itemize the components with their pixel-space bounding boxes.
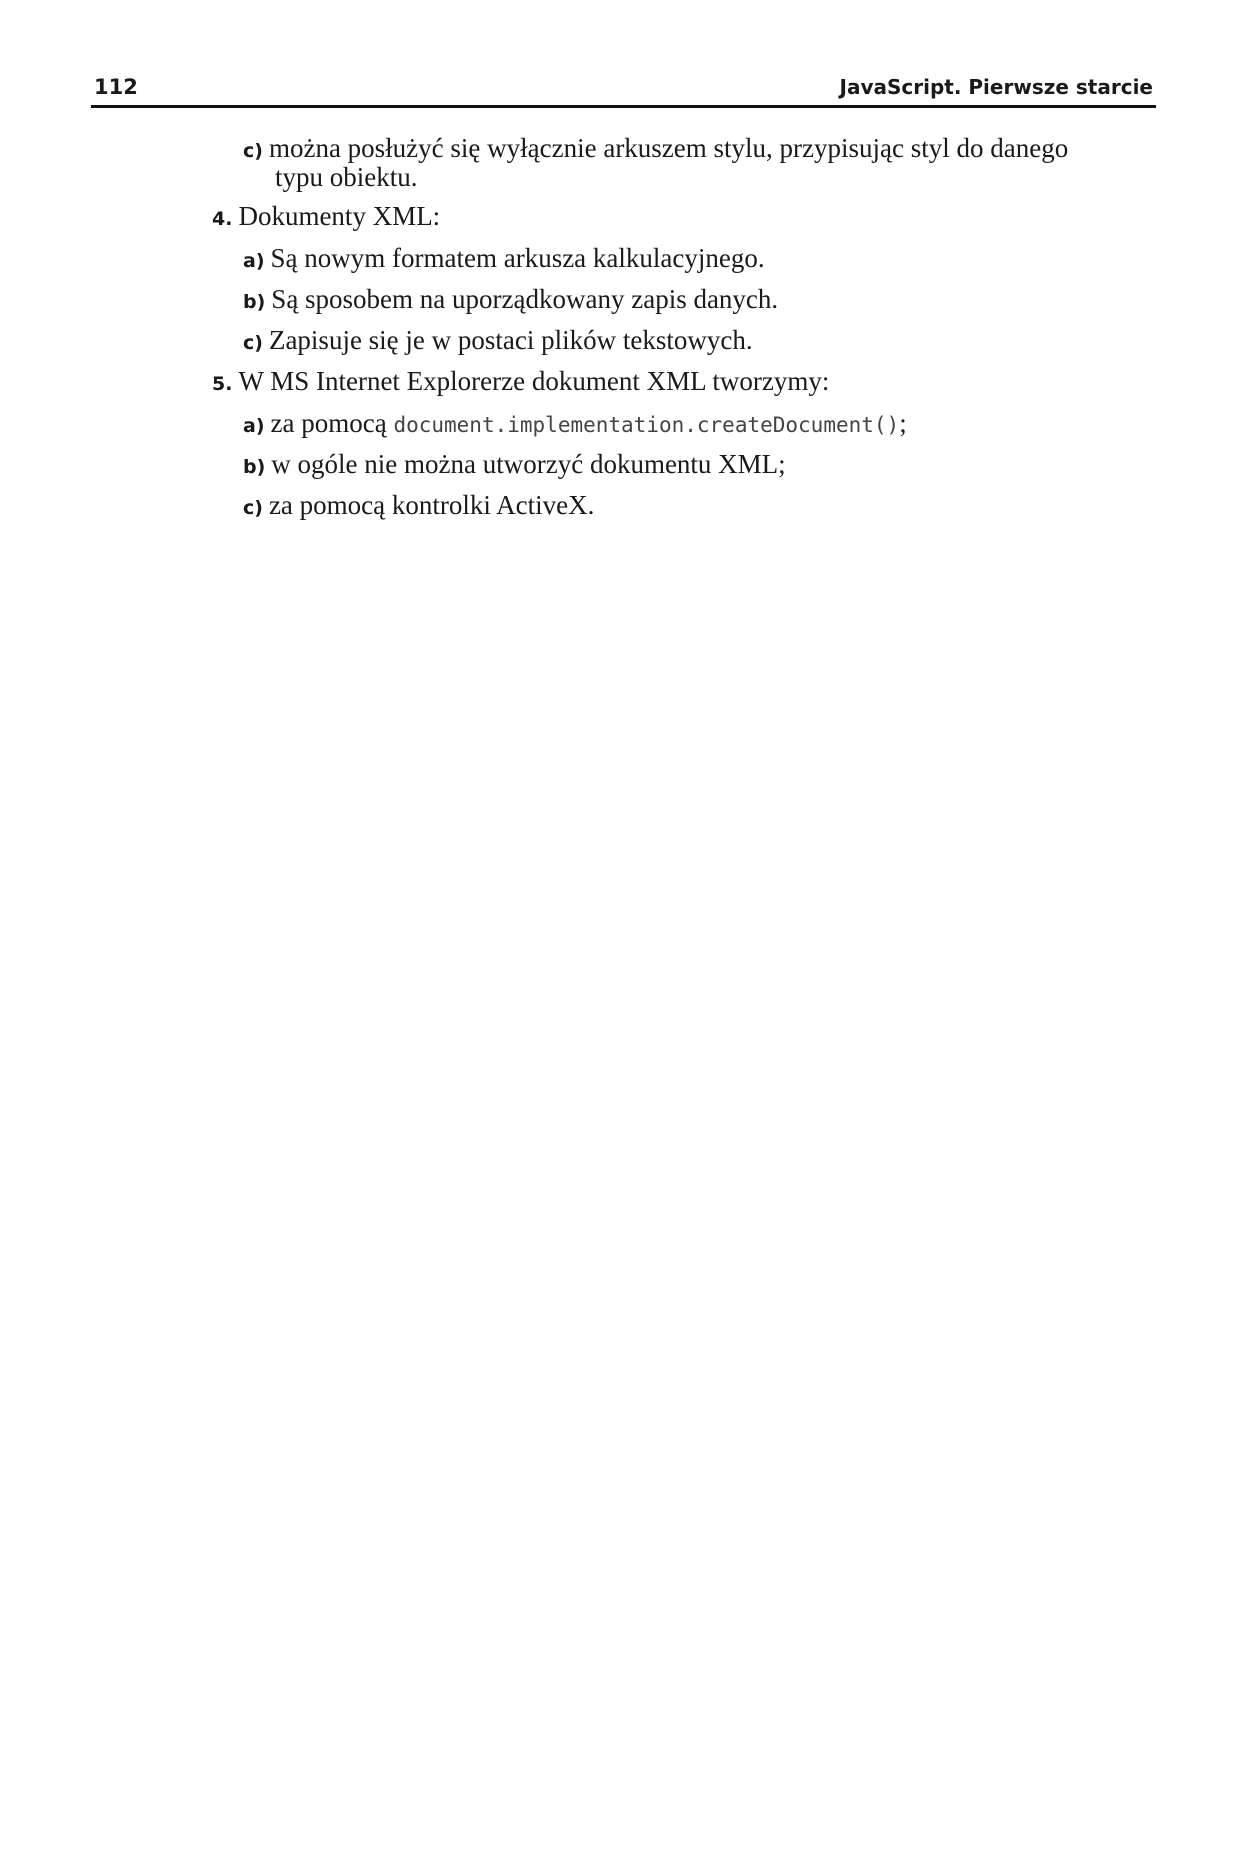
question-5-option-a <box>243 408 907 442</box>
question-text: W MS Internet Explorerze dokument XML tworzymy: <box>238 366 830 396</box>
option-text-suffix: ; <box>899 408 907 438</box>
option-text-line-1: można posłużyć się wyłącznie arkuszem stylu, przypisując styl do danego <box>268 133 1069 163</box>
question-4-option-c <box>243 325 753 359</box>
option-text-line-2: typu obiektu. <box>275 162 418 192</box>
option-marker: b) <box>243 291 266 313</box>
option-text: za pomocą kontrolki ActiveX. <box>268 490 595 520</box>
running-title: JavaScript. Pierwsze starcie <box>839 75 1153 99</box>
question-number: 5. <box>212 373 233 395</box>
option-marker: b) <box>243 456 266 478</box>
option-marker: c) <box>243 140 263 162</box>
question-text: Dokumenty XML: <box>238 201 441 231</box>
option-text: Są nowym formatem arkusza kalkulacyjnego. <box>270 243 765 273</box>
option-marker: c) <box>243 497 263 519</box>
question-4 <box>212 201 440 235</box>
question-5-option-b <box>243 449 786 483</box>
option-marker: a) <box>243 415 265 437</box>
question-4-option-b <box>243 284 778 318</box>
option-text: Są sposobem na uporządkowany zapis danych. <box>271 284 779 314</box>
page-header <box>91 60 1156 108</box>
option-text: w ogóle nie można utworzyć dokumentu XML; <box>271 449 786 479</box>
code-snippet: document.implementation.createDocument() <box>393 413 900 437</box>
option-text: Zapisuje się je w postaci plików tekstowych. <box>268 325 753 355</box>
question-5 <box>212 366 829 400</box>
option-marker: c) <box>243 332 263 354</box>
question-3-option-c-continuation <box>275 162 418 193</box>
option-marker: a) <box>243 250 265 272</box>
question-number: 4. <box>212 208 233 230</box>
page-number: 112 <box>94 75 138 99</box>
question-4-option-a <box>243 243 765 277</box>
question-5-option-c <box>243 490 594 524</box>
option-text-prefix: za pomocą <box>270 408 394 438</box>
